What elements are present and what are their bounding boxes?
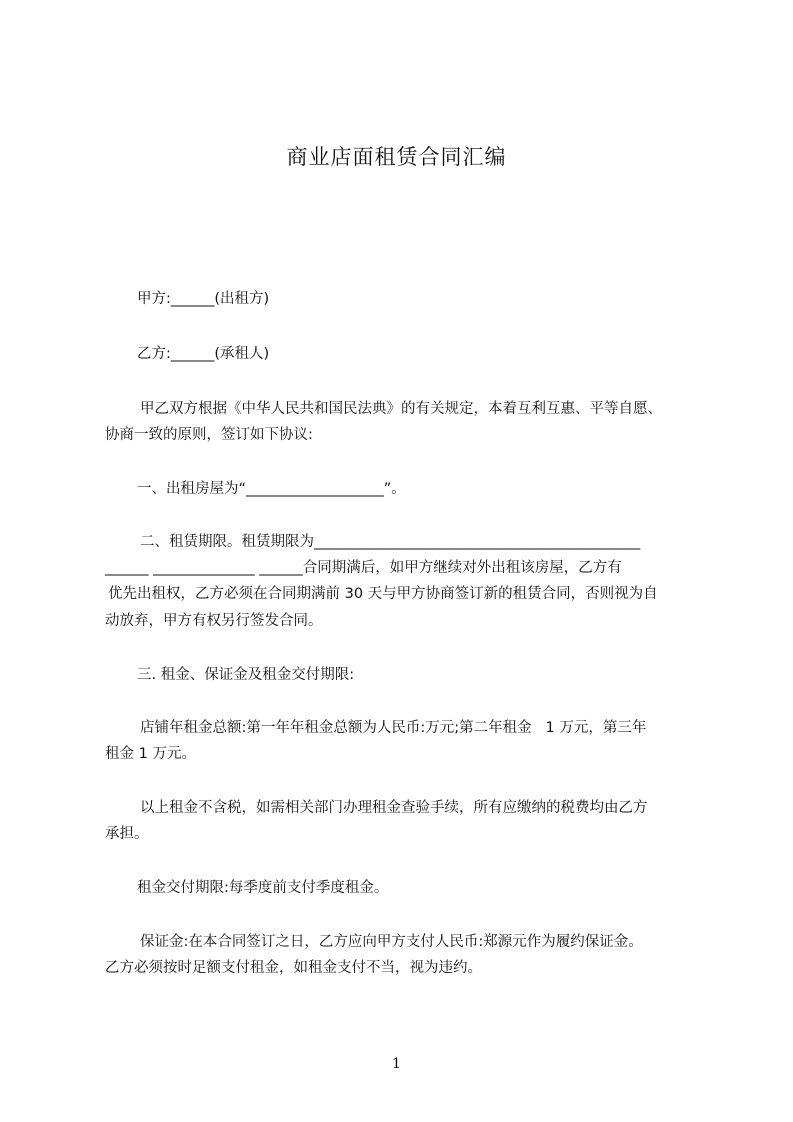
intro-line-2: 协商一致的原则，签订如下协议: — [105, 427, 313, 443]
clause-3-heading: 三. 租金、保证金及租金交付期限: — [137, 667, 355, 683]
clause-1-line: 一、出租房屋为“___________________”。 — [137, 481, 406, 497]
clause-2-line-3: 优先出租权，乙方必须在合同期满前 30 天与甲方协商签订新的租赁合同，否则视为自 — [108, 586, 658, 602]
intro-line-1: 甲乙双方根据《中华人民共和国民法典》的有关规定，本着互利互惠、平等自愿、 — [140, 401, 662, 417]
rent-line-2: 租金 1 万元。 — [105, 746, 196, 762]
page-number: 1 — [392, 1056, 401, 1072]
tax-line-2: 承担。 — [105, 826, 149, 842]
party-b-line: 乙方:______(承租人) — [137, 346, 270, 362]
tax-line-1: 以上租金不含税，如需相关部门办理租金查验手续，所有应缴纳的税费均由乙方 — [140, 800, 648, 816]
deposit-line-2: 乙方必须按时足额支付租金，如租金支付不当，视为违约。 — [105, 960, 482, 976]
clause-2-line-1: 二、租赁期限。租赁期限为_____________________________________________ — [140, 534, 641, 550]
clause-2-line-4: 动放弃，甲方有权另行签发合同。 — [105, 613, 323, 629]
payment-line: 租金交付期限:每季度前支付季度租金。 — [137, 880, 389, 896]
deposit-line-1: 保证金:在本合同签订之日，乙方应向甲方支付人民币:郑源元作为履约保证金。 — [140, 934, 643, 950]
rent-line-1: 店铺年租金总额:第一年年租金总额为人民币:万元;第二年租金 1 万元，第三年 — [140, 720, 647, 736]
document-title: 商业店面租赁合同汇编 — [286, 145, 507, 169]
clause-2-line-2: ______ ______________ ______合同期满后，如甲方继续对外出租该房屋，乙方有 — [105, 560, 622, 576]
party-a-line: 甲方:______(出租方) — [137, 291, 270, 307]
